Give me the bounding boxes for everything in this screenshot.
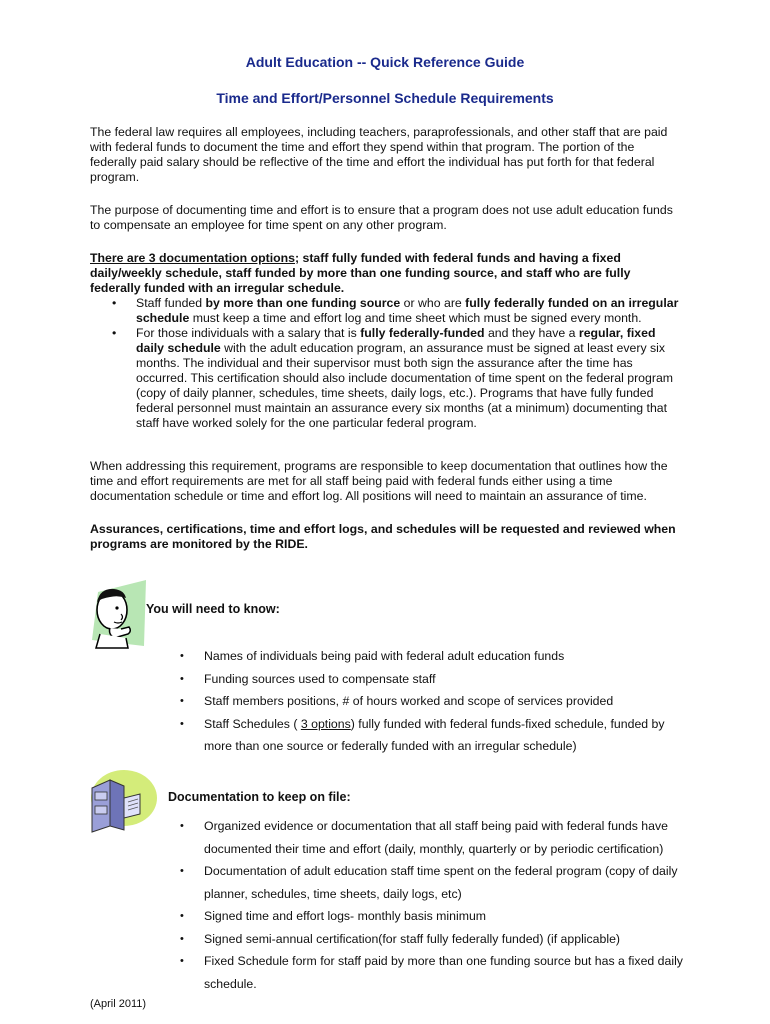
text-run: For those individuals with a salary that is bbox=[136, 326, 361, 340]
file-cabinet-icon bbox=[86, 768, 158, 836]
bullet-icon: • bbox=[180, 717, 184, 730]
options-list bbox=[90, 296, 680, 431]
text-run: and they have a bbox=[484, 326, 579, 340]
bullet-icon: • bbox=[180, 932, 184, 945]
bullet-icon: • bbox=[180, 865, 184, 877]
bullet-icon: • bbox=[112, 296, 117, 310]
bullet-icon: • bbox=[180, 955, 184, 967]
docs-heading: Documentation to keep on file: bbox=[168, 790, 351, 804]
options-intro bbox=[90, 251, 680, 296]
list-item-text: Organized evidence or documentation that all staff being paid with federal funds have documented their time and effort (daily, monthly, quarterly or by periodic certification) bbox=[204, 819, 668, 856]
bold-run: fully federally funded on an irregular schedule bbox=[136, 296, 679, 325]
intro-paragraph: The federal law requires all employees, including teachers, paraprofessionals, and other staff that are paid with federal funds to document the time and effort they spend within that program. The portion of the federally paid salary should be reflective of the time and effort the individual has put forth for that federal program. bbox=[90, 125, 668, 184]
options-intro-rest: ; staff fully funded with federal funds and having a fixed daily/weekly schedule, staff funded by more than one funding source, and staff who are fully federally funded with an irregular schedule. bbox=[90, 251, 631, 295]
bullet-icon: • bbox=[180, 672, 184, 685]
list-item bbox=[180, 713, 690, 758]
text-run: Staff Schedules ( bbox=[204, 716, 301, 731]
bold-run: regular, fixed daily schedule bbox=[136, 326, 656, 355]
footer-date: (April 2011) bbox=[90, 998, 147, 1010]
page-subtitle: Time and Effort/Personnel Schedule Requirements bbox=[216, 90, 554, 106]
list-item bbox=[90, 296, 680, 326]
bullet-icon: • bbox=[180, 910, 184, 922]
thinking-man-icon bbox=[88, 578, 150, 650]
list-item-text: Documentation of adult education staff time spent on the federal program (copy of daily planner, schedules, time sheets, daily logs, etc) bbox=[204, 864, 678, 901]
list-item bbox=[180, 690, 690, 713]
list-item-text: Funding sources used to compensate staff bbox=[204, 671, 436, 686]
list-item-text: Names of individuals being paid with federal adult education funds bbox=[204, 649, 565, 663]
bullet-icon: • bbox=[112, 326, 117, 340]
text-run: with the adult education program, an assurance must be signed at least every six months. The individual and their supervisor must both sign the assurance after the time has occurred. This certification should also include documentation of time spent on the federal program (copy of daily planner, schedules, time sheets, daily logs, etc.). Programs that have fully funded federal personnel must maintain an assurance every six months (at a minimum) documenting that staff have worked solely for the one particular federal program. bbox=[136, 341, 674, 430]
list-item-text: Signed time and effort logs- monthly basis minimum bbox=[204, 909, 487, 923]
bold-run: by more than one funding source bbox=[205, 296, 401, 310]
text-run: ) fully funded with federal funds-fixed schedule, funded by more than one source or federally funded with an irregular schedule) bbox=[204, 716, 665, 753]
purpose-paragraph: The purpose of documenting time and effort is to ensure that a program does not use adult education funds to compensate an employee for time spent on any other program. bbox=[90, 203, 673, 232]
bold-run: fully federally-funded bbox=[360, 326, 485, 340]
list-item bbox=[180, 645, 690, 668]
options-intro-underlined: There are 3 documentation options bbox=[90, 251, 295, 265]
list-item-text: Staff members positions, # of hours worked and scope of services provided bbox=[204, 694, 614, 708]
list-item bbox=[180, 928, 690, 951]
text-run: must keep a time and effort log and time sheet which must be signed every month. bbox=[189, 311, 642, 325]
list-item bbox=[180, 815, 690, 860]
list-item bbox=[180, 905, 690, 928]
list-item bbox=[180, 950, 690, 995]
docs-list bbox=[180, 815, 690, 995]
list-item bbox=[180, 668, 690, 691]
underlined-run: 3 options bbox=[300, 716, 351, 731]
bullet-icon: • bbox=[180, 650, 184, 662]
list-item bbox=[180, 860, 690, 905]
requirement-paragraph: When addressing this requirement, programs are responsible to keep documentation that outlines how the time and effort requirements are met for all staff being paid with federal funds either using a time documentation schedule or time and effort log. All positions will need to maintain an assurance of time. bbox=[90, 459, 668, 503]
text-run: or who are bbox=[400, 296, 466, 310]
list-item-text: Signed semi-annual certification(for staff fully federally funded) (if applicable) bbox=[204, 931, 621, 946]
bullet-icon: • bbox=[180, 820, 184, 832]
text-run: Staff funded bbox=[136, 296, 206, 310]
page-title: Adult Education -- Quick Reference Guide bbox=[245, 54, 525, 70]
know-list bbox=[180, 645, 690, 758]
list-item bbox=[90, 326, 680, 431]
know-heading: You will need to know: bbox=[146, 602, 280, 616]
monitoring-paragraph: Assurances, certifications, time and effort logs, and schedules will be requested and reviewed when programs are monitored by the RIDE. bbox=[90, 522, 676, 551]
list-item-text: Fixed Schedule form for staff paid by more than one funding source but has a fixed daily schedule. bbox=[204, 954, 683, 991]
bullet-icon: • bbox=[180, 695, 184, 707]
